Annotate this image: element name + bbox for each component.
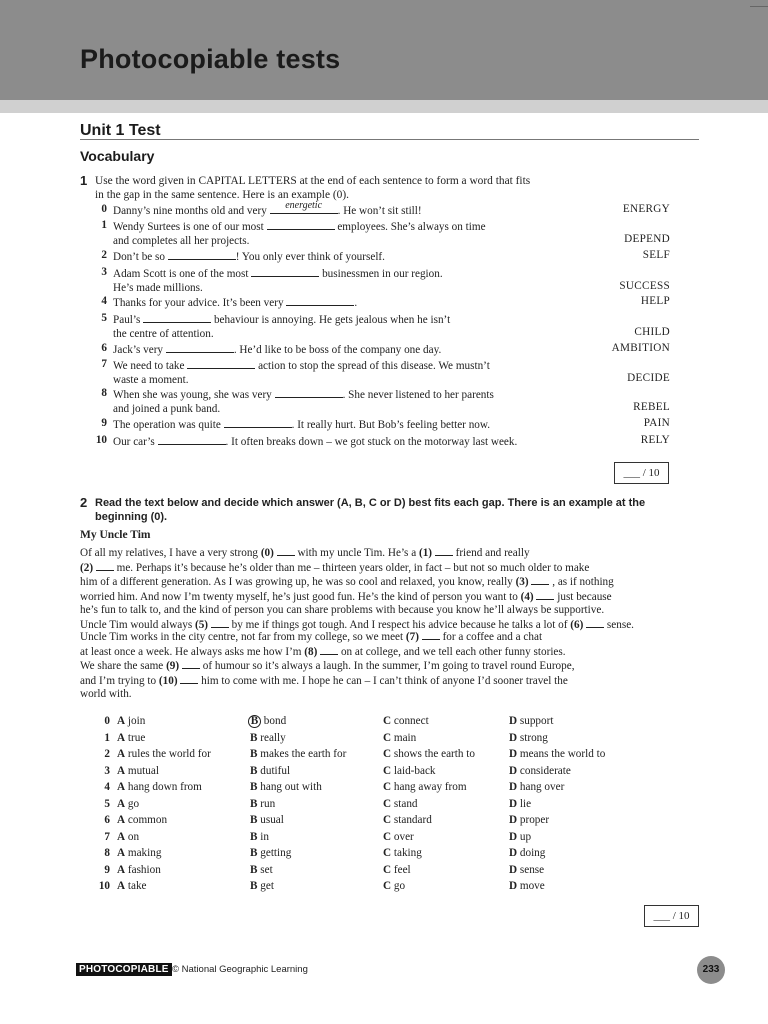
option-text: main: [391, 731, 417, 744]
q2-instruction-line: beginning (0).: [95, 511, 168, 523]
option-a[interactable]: [117, 863, 161, 877]
option-a[interactable]: [117, 764, 159, 778]
sentence-text: ! You only ever think of yourself.: [235, 251, 385, 263]
item-sentence: [113, 219, 573, 248]
option-row: [80, 780, 640, 796]
item-number: 4: [101, 295, 107, 307]
option-text: set: [257, 863, 273, 876]
item-number: 6: [101, 342, 107, 354]
option-letter: D: [509, 880, 518, 892]
option-letter: B: [250, 814, 258, 826]
story-gap[interactable]: [277, 546, 295, 556]
sentence-text: . It often breaks down – we got stuck on the motorway last week.: [225, 436, 518, 448]
option-text: join: [125, 715, 146, 727]
sentence-continuation: He’s made millions.: [113, 281, 203, 294]
option-d[interactable]: [509, 830, 531, 844]
answer-gap[interactable]: [224, 417, 292, 428]
q1-number: 1: [80, 173, 88, 188]
option-text: move: [517, 880, 545, 892]
gap-marker: (1): [418, 547, 435, 559]
option-c[interactable]: [383, 797, 418, 811]
answer-gap[interactable]: [166, 342, 234, 353]
option-number: 8: [104, 847, 110, 859]
option-letter: A: [117, 715, 126, 727]
story-title: My Uncle Tim: [80, 529, 151, 541]
option-letter: C: [383, 731, 392, 744]
gap-marker: (10): [158, 674, 181, 687]
option-letter: A: [117, 880, 126, 892]
option-row: [80, 813, 640, 829]
sentence-continuation: waste a moment.: [113, 373, 189, 386]
option-letter: D: [509, 731, 518, 744]
option-text: doing: [517, 847, 546, 859]
option-c[interactable]: [383, 879, 405, 893]
option-number: 3: [104, 764, 110, 777]
header-strip: [0, 100, 768, 113]
option-letter: D: [509, 830, 518, 843]
option-row: [80, 846, 640, 862]
sentence-continuation: and completes all her projects.: [113, 234, 250, 247]
sentence-text: Thanks for your advice. It’s been very: [113, 297, 287, 309]
answer-gap[interactable]: [187, 358, 255, 369]
sentence-text: employees. She’s always on time: [334, 221, 486, 233]
capital-word: RELY: [640, 434, 670, 446]
option-text: dutiful: [257, 764, 291, 777]
sentence-continuation: and joined a punk band.: [113, 402, 221, 415]
item-sentence: [113, 342, 573, 358]
gap-marker: (5): [194, 618, 211, 631]
q1-item: [80, 342, 670, 356]
option-letter: A: [117, 764, 126, 777]
q1-score-box[interactable]: ___ / 10: [614, 462, 669, 484]
item-sentence: [113, 434, 573, 450]
item-sentence: [113, 358, 573, 387]
option-c[interactable]: [383, 780, 467, 794]
option-number: 10: [98, 880, 110, 892]
option-b[interactable]: [250, 863, 273, 877]
sentence-text: action to stop the spread of this disease. We mustn’t: [255, 360, 490, 372]
item-number: 9: [101, 417, 107, 429]
gap-marker: (4): [520, 590, 537, 603]
item-number: 8: [101, 387, 107, 399]
capital-word: DECIDE: [627, 372, 670, 384]
q1-item: [80, 295, 670, 309]
option-text: feel: [391, 863, 411, 876]
item-sentence: [113, 295, 573, 311]
option-text: making: [125, 847, 162, 859]
answer-gap[interactable]: [267, 219, 335, 230]
option-letter: D: [509, 797, 518, 810]
sentence-text: Paul’s: [113, 314, 144, 326]
q1-item: [80, 219, 670, 247]
sentence-text: Our car’s: [113, 436, 158, 448]
item-number: 10: [95, 434, 107, 446]
option-letter: C: [383, 814, 392, 826]
option-text: mutual: [125, 764, 159, 777]
option-c[interactable]: [383, 731, 416, 745]
story-gap[interactable]: [435, 546, 453, 556]
option-number: 6: [104, 814, 110, 826]
gap-marker: (9): [166, 660, 182, 672]
sentence-text: behaviour is annoying. He gets jealous when he isn’t: [211, 314, 451, 326]
story-gap[interactable]: [180, 674, 198, 684]
option-letter: D: [509, 847, 518, 859]
option-b[interactable]: [250, 764, 290, 778]
story-gap[interactable]: [531, 575, 549, 585]
option-row: [80, 830, 640, 846]
story-line: worried him. And now I’m twenty myself, he’s just good fun. He’s the kind of person you want to (4) just because: [80, 590, 612, 603]
option-a[interactable]: [117, 747, 211, 761]
option-text: hang down from: [125, 781, 202, 793]
sentence-text: The operation was quite: [113, 419, 224, 431]
item-number: 3: [101, 266, 107, 278]
q1-item: [80, 200, 670, 217]
option-letter: C: [383, 863, 392, 876]
q1-item: [80, 266, 670, 294]
sentence-continuation: the centre of attention.: [113, 327, 214, 340]
option-d[interactable]: [509, 764, 571, 778]
gap-marker: (0): [260, 547, 277, 559]
story-line: We share the same (9) of humour so it’s always a laugh. In the summer, I’m going to travel round Europe,: [80, 660, 575, 672]
option-letter: A: [117, 847, 126, 859]
sentence-text: . She never listened to her parents: [342, 389, 494, 401]
option-text: up: [517, 830, 532, 843]
sentence-text: When she was young, she was very: [113, 389, 275, 401]
gap-marker: (8): [304, 645, 321, 658]
option-text: fashion: [125, 863, 161, 876]
option-text: get: [257, 880, 274, 892]
sentence-text: .: [354, 297, 358, 309]
answer-gap[interactable]: [143, 312, 211, 323]
option-c[interactable]: [383, 747, 475, 761]
option-text: common: [125, 814, 168, 826]
option-c[interactable]: [383, 813, 432, 827]
option-a[interactable]: [117, 846, 161, 860]
story-line: him of a different generation. As I was growing up, he was so cool and relaxed, you know, really (3) , as if nothing: [80, 576, 614, 588]
capital-word: AMBITION: [611, 342, 670, 354]
option-b[interactable]: [250, 797, 275, 811]
option-a[interactable]: [117, 830, 139, 844]
option-row: [80, 714, 640, 730]
option-letter: C: [383, 748, 392, 760]
option-text: considerate: [517, 764, 571, 777]
item-number: 1: [101, 219, 107, 231]
page-number: 233: [697, 956, 725, 984]
story-paragraph-1: [80, 546, 700, 632]
option-letter: D: [509, 814, 518, 826]
option-text: usual: [257, 814, 284, 826]
option-text: go: [125, 797, 140, 810]
story-line: Uncle Tim works in the city centre, not far from my college, so we meet (7) for a coffee and a chat: [80, 631, 543, 643]
option-b[interactable]: [250, 813, 284, 827]
option-a[interactable]: [117, 797, 139, 811]
photocopiable-label: PHOTOCOPIABLE: [76, 963, 172, 976]
sentence-text: Don’t be so: [113, 251, 168, 263]
item-number: 2: [101, 249, 107, 261]
option-a[interactable]: [117, 780, 202, 794]
option-letter: B: [250, 748, 258, 760]
unit-title: Unit 1 Test: [80, 122, 161, 139]
capital-word: ENERGY: [622, 203, 670, 215]
sentence-text: We need to take: [113, 360, 188, 372]
header-banner: [0, 0, 768, 100]
option-letter: D: [509, 748, 518, 760]
example-answer: energetic: [285, 200, 323, 211]
story-gap[interactable]: [320, 645, 338, 655]
q2-number: 2: [80, 495, 88, 510]
option-letter: B: [250, 781, 258, 793]
option-row: [80, 797, 640, 813]
option-row: [80, 879, 640, 895]
option-letter: D: [509, 715, 518, 727]
story-line: world with.: [80, 688, 132, 700]
option-text: in: [257, 830, 269, 843]
option-number: 1: [104, 731, 110, 744]
story-gap[interactable]: [211, 618, 229, 628]
option-text: laid-back: [391, 764, 436, 777]
option-letter: A: [117, 797, 126, 810]
story-line: Uncle Tim would always (5) by me if things got tough. And I respect his advice because he talks a lot of (6) sense.: [80, 618, 634, 631]
option-d[interactable]: [509, 747, 605, 761]
story-line: (2) me. Perhaps it’s because he’s older than me – thirteen years older, in fact – but not so much older to make: [80, 561, 590, 574]
story-line: Of all my relatives, I have a very strong (0) with my uncle Tim. He’s a (1) friend and really: [80, 547, 530, 559]
option-b[interactable]: [250, 780, 322, 794]
capital-word: PAIN: [643, 417, 670, 429]
unit-divider: [80, 139, 699, 140]
gap-marker: (3): [515, 576, 532, 588]
story-gap[interactable]: [422, 630, 440, 640]
option-b[interactable]: [250, 714, 286, 728]
option-text: hang over: [517, 781, 565, 793]
answer-gap[interactable]: [270, 200, 338, 214]
story-paragraph-2: [80, 630, 700, 702]
option-letter: A: [117, 830, 126, 843]
q1-item: [80, 358, 670, 386]
capital-word: SUCCESS: [619, 280, 670, 292]
option-text: go: [391, 880, 406, 892]
sentence-text: Wendy Surtees is one of our most: [113, 221, 267, 233]
capital-word: REBEL: [633, 401, 670, 413]
option-letter: A: [117, 814, 126, 826]
item-sentence: [113, 312, 573, 341]
story-line: and I’m trying to (10) him to come with me. I hope he can – I can’t think of anyone I’d sooner travel the: [80, 674, 568, 687]
option-a[interactable]: [117, 813, 167, 827]
item-sentence: [113, 417, 573, 433]
option-a[interactable]: [117, 879, 147, 893]
option-letter: C: [383, 764, 392, 777]
option-d[interactable]: [509, 879, 545, 893]
option-row: [80, 863, 640, 879]
option-number: 7: [104, 830, 110, 843]
item-number: 5: [101, 312, 107, 324]
option-b[interactable]: [250, 731, 286, 745]
q2-score-box[interactable]: ___ / 10: [644, 905, 699, 927]
circled-letter: B: [248, 715, 261, 728]
sentence-text: . He’d like to be boss of the company one day.: [233, 344, 442, 356]
option-text: standard: [391, 814, 432, 826]
answer-gap[interactable]: [286, 295, 354, 306]
option-letter: D: [509, 863, 518, 876]
option-row: [80, 731, 640, 747]
capital-word: HELP: [640, 295, 670, 307]
option-text: true: [125, 731, 146, 744]
item-number: 0: [101, 203, 107, 215]
option-letter: B: [250, 863, 258, 876]
option-letter: B: [250, 731, 258, 744]
option-text: support: [517, 715, 554, 727]
gap-marker: (7): [405, 631, 422, 643]
option-d[interactable]: [509, 714, 553, 728]
option-text: hang away from: [391, 781, 467, 793]
option-letter: B: [250, 847, 258, 859]
option-letter: A: [117, 863, 126, 876]
option-b[interactable]: [250, 830, 269, 844]
option-d[interactable]: [509, 731, 548, 745]
option-text: getting: [257, 847, 292, 859]
option-d[interactable]: [509, 863, 544, 877]
option-letter: C: [383, 781, 392, 793]
gap-marker: (6): [570, 618, 587, 631]
option-text: sense: [517, 863, 545, 876]
item-sentence: [113, 200, 573, 219]
option-a[interactable]: [117, 714, 145, 728]
option-c[interactable]: [383, 830, 414, 844]
option-letter: D: [509, 764, 518, 777]
answer-gap[interactable]: [168, 249, 236, 260]
option-letter: C: [383, 830, 392, 843]
option-text: taking: [391, 847, 422, 859]
story-gap[interactable]: [586, 618, 604, 628]
q1-item: [80, 434, 670, 448]
answer-gap[interactable]: [275, 387, 343, 398]
capital-word: DEPEND: [624, 233, 670, 245]
option-text: strong: [517, 731, 548, 744]
option-c[interactable]: [383, 846, 422, 860]
sentence-text: Jack’s very: [113, 344, 166, 356]
option-letter: B: [250, 797, 258, 810]
option-letter: C: [383, 847, 392, 859]
q2-instruction-line: Read the text below and decide which answer (A, B, C or D) best fits each gap. There is an example at the: [95, 497, 646, 509]
option-d[interactable]: [509, 780, 564, 794]
page-title: Photocopiable tests: [80, 44, 341, 74]
option-letter: A: [117, 731, 126, 744]
option-number: 9: [104, 863, 110, 876]
option-row: [80, 764, 640, 780]
option-text: take: [125, 880, 147, 892]
option-text: proper: [517, 814, 550, 826]
item-sentence: [113, 387, 573, 416]
option-c[interactable]: [383, 764, 436, 778]
capital-word: SELF: [642, 249, 670, 261]
option-a[interactable]: [117, 731, 145, 745]
q1-item: [80, 417, 670, 431]
option-letter: C: [383, 715, 392, 727]
sentence-text: Danny’s nine months old and very: [113, 205, 270, 217]
gap-marker: (2): [80, 561, 96, 574]
capital-word: CHILD: [634, 326, 670, 338]
option-b[interactable]: [250, 747, 346, 761]
story-gap[interactable]: [182, 659, 200, 669]
option-d[interactable]: [509, 846, 545, 860]
option-text: run: [257, 797, 276, 810]
option-letter: B: [250, 880, 258, 892]
story-line: at least once a week. He always asks me how I’m (8) on at college, and we tell each other funny stories.: [80, 645, 566, 658]
option-letter: A: [117, 781, 126, 793]
answer-gap[interactable]: [251, 266, 319, 277]
q1-item: [80, 249, 670, 263]
option-text: means the world to: [517, 748, 606, 760]
answer-gap[interactable]: [158, 434, 226, 445]
option-number: 2: [104, 748, 110, 760]
option-text: bond: [261, 715, 287, 727]
option-number: 5: [104, 797, 110, 810]
sentence-text: . He won’t sit still!: [337, 205, 422, 217]
option-b[interactable]: [250, 846, 291, 860]
option-d[interactable]: [509, 797, 531, 811]
corner-mark: [750, 6, 768, 7]
option-letter: A: [117, 748, 126, 760]
option-c[interactable]: [383, 863, 411, 877]
option-text: connect: [391, 715, 429, 727]
option-text: stand: [391, 797, 418, 810]
option-text: really: [257, 731, 286, 744]
story-gap[interactable]: [96, 561, 114, 571]
q1-item: [80, 387, 670, 415]
option-b[interactable]: [250, 879, 274, 893]
item-sentence: [113, 249, 573, 265]
option-number: 4: [104, 781, 110, 793]
sentence-text: businessmen in our region.: [319, 268, 443, 280]
option-letter: D: [509, 781, 518, 793]
copyright-text: © National Geographic Learning: [172, 964, 308, 975]
option-text: hang out with: [257, 781, 322, 793]
option-letter: C: [383, 797, 392, 810]
story-line: he’s fun to talk to, and the kind of person you can share problems with because you know he’ll always be supportive.: [80, 604, 605, 616]
option-text: rules the world for: [125, 748, 211, 760]
item-sentence: [113, 266, 573, 295]
option-number: 0: [104, 715, 110, 727]
option-letter: B: [250, 830, 258, 843]
section-title: Vocabulary: [80, 148, 155, 164]
item-number: 7: [101, 358, 107, 370]
option-letter: B: [250, 764, 258, 777]
option-letter: C: [383, 880, 392, 892]
option-text: shows the earth to: [391, 748, 475, 760]
option-text: makes the earth for: [257, 748, 347, 760]
q1-item: [80, 312, 670, 340]
option-text: on: [125, 830, 140, 843]
q1-instruction-line: in the gap in the same sentence. Here is an example (0).: [95, 189, 349, 201]
sentence-text: Adam Scott is one of the most: [113, 268, 252, 280]
option-text: over: [391, 830, 414, 843]
option-c[interactable]: [383, 714, 429, 728]
option-row: [80, 747, 640, 763]
option-d[interactable]: [509, 813, 549, 827]
sentence-text: . It really hurt. But Bob’s feeling better now.: [291, 419, 491, 431]
q1-instruction-line: Use the word given in CAPITAL LETTERS at the end of each sentence to form a word that fits: [95, 175, 531, 187]
option-text: lie: [517, 797, 532, 810]
story-gap[interactable]: [536, 590, 554, 600]
